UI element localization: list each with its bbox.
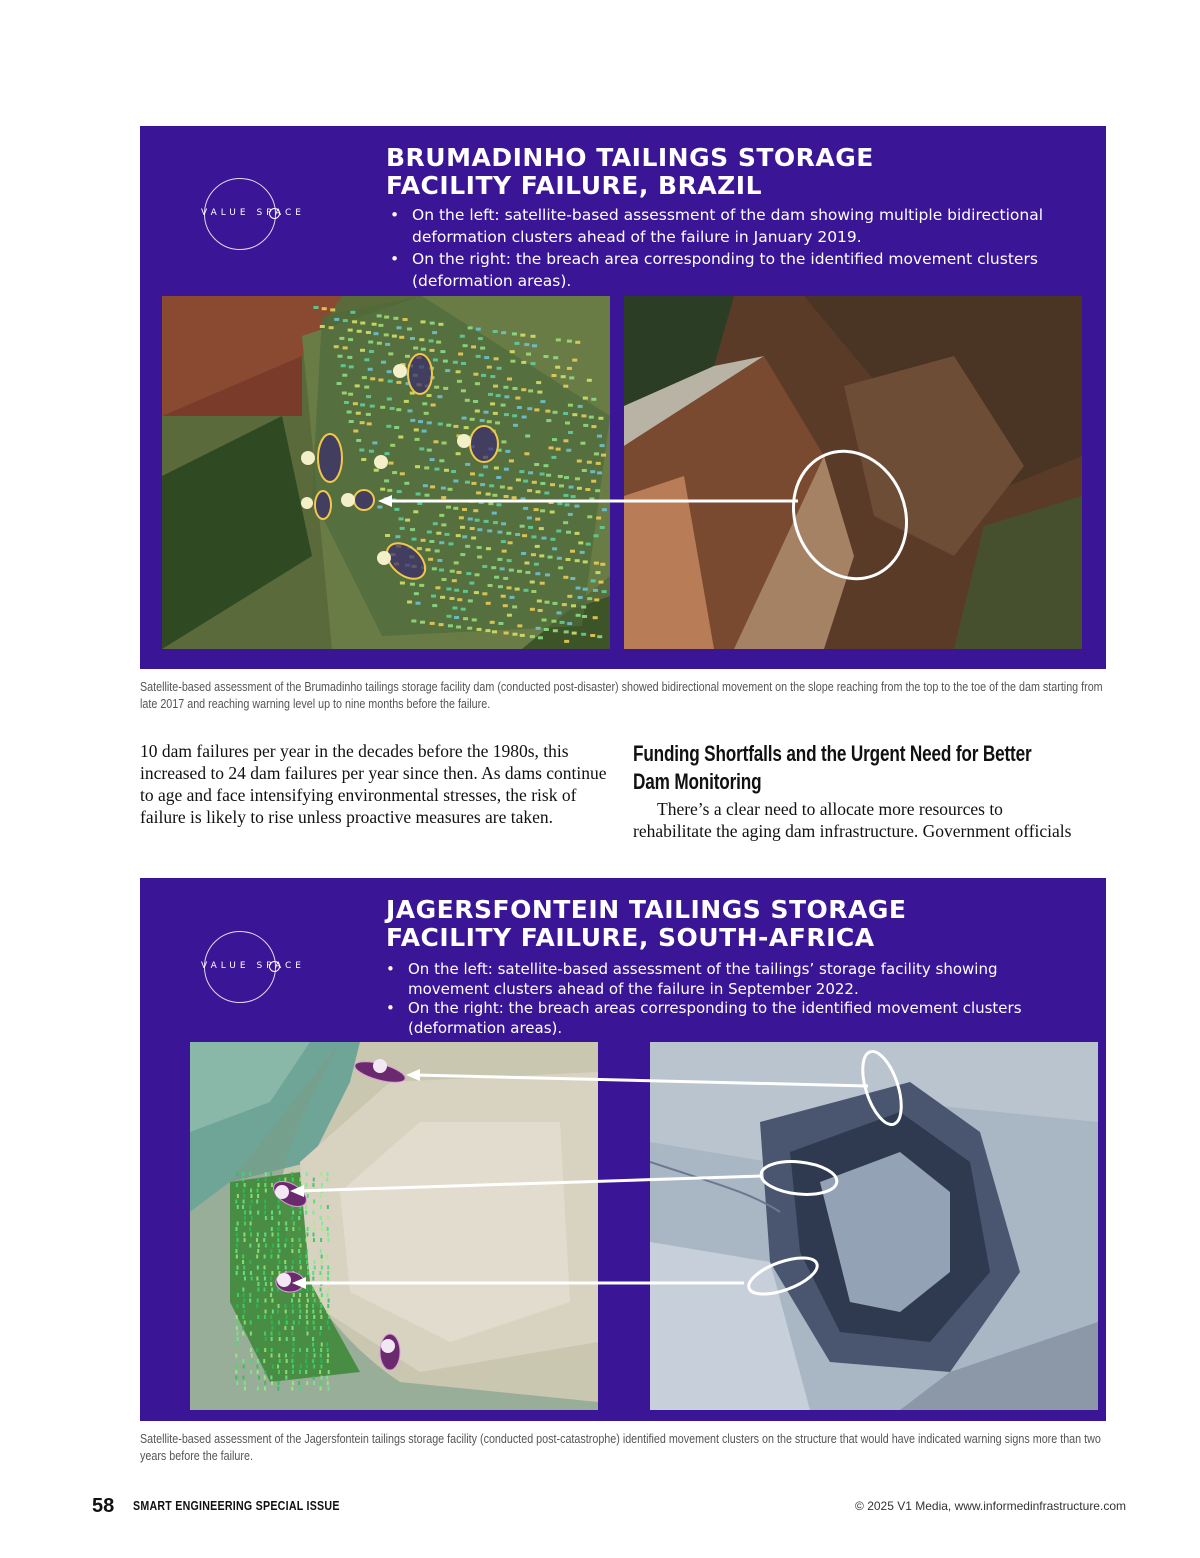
bullet-left: • On the left: satellite-based assessment of the tailings’ storage facility showing movement clusters ahead of the failure in September 2022. [384,960,1064,999]
article-right-column [633,740,1081,842]
right-paragraph: There’s a clear need to allocate more resources to rehabilitate the aging dam infrastructure. Government officials [633,799,1072,841]
title-line-2: FACILITY FAILURE, BRAZIL [386,171,763,200]
left-paragraph: 10 dam failures per year in the decades before the 1980s, this increased to 24 dam failures per year since then. As dams continue to age and face intensifying environmental stresses, the risk of failure is likely to rise unless proactive measures are taken. [140,741,607,827]
publication-title: SMART ENGINEERING SPECIAL ISSUE [133,1499,340,1513]
bullet-right: • On the right: the breach area corresponding to the identified movement clusters (deformation areas). [388,248,1078,292]
section-heading: Funding Shortfalls and the Urgent Need for Better Dam Monitoring [633,741,1032,794]
article-left-column [140,740,610,828]
bullet-left: • On the left: satellite-based assessment of the dam showing multiple bidirectional deformation clusters ahead of the failure in January 2019. [388,204,1078,248]
copyright-notice: © 2025 V1 Media, www.informedinfrastructure.com [855,1499,1126,1513]
correspondence-arrows [140,878,1106,1421]
brumadinho-figure [140,126,1106,669]
figure2-caption: Satellite-based assessment of the Jagersfontein tailings storage facility (conducted post-catastrophe) identified movement clusters on the structure that would have indicated warning signs more than two years before the failure. [140,1432,1101,1463]
jagersfontein-figure [140,878,1106,1421]
bullet-right: • On the right: the breach areas corresponding to the identified movement clusters (deformation areas). [384,999,1064,1038]
correspondence-arrow [140,126,1106,669]
title-line-2: FACILITY FAILURE, SOUTH-AFRICA [386,923,875,952]
figure1-caption: Satellite-based assessment of the Brumadinho tailings storage facility dam (conducted post-disaster) showed bidirectional movement on the slope reaching from the top to the toe of the dam starting from late 2017 and reaching warning level up to nine months before the failure. [140,680,1103,711]
title-line-1: JAGERSFONTEIN TAILINGS STORAGE [386,895,907,924]
title-line-1: BRUMADINHO TAILINGS STORAGE [386,143,874,172]
page-number: 58 [92,1495,115,1517]
logo-text: VALUE SPACE [201,961,305,971]
logo-text: VALUE SPACE [201,208,305,218]
